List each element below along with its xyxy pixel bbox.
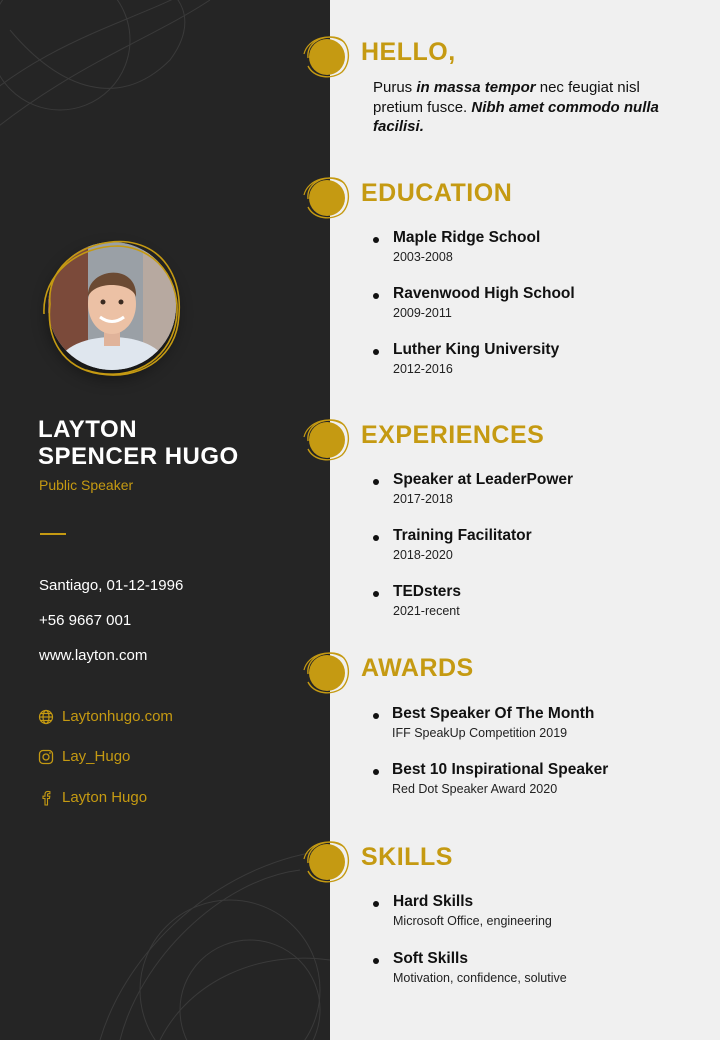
section-marker-icon [300, 837, 352, 885]
section-marker-icon [300, 32, 352, 80]
phone-number: +56 9667 001 [39, 612, 132, 629]
social-facebook[interactable] [38, 789, 147, 806]
section-marker-icon [300, 648, 352, 696]
section-awards [300, 648, 710, 696]
name-line-1: LAYTON [38, 416, 138, 443]
instagram-icon [38, 749, 54, 765]
section-education [300, 173, 710, 221]
profile-photo [38, 234, 186, 382]
social-website-label: Laytonhugo.com [62, 708, 173, 725]
full-name [38, 416, 318, 470]
divider [40, 533, 66, 535]
social-website[interactable] [38, 708, 173, 725]
section-marker-icon [300, 415, 352, 463]
globe-icon [38, 709, 54, 725]
intro-text: Purus in massa tempor nec feugiat nisl pretium fusce. Nibh amet commodo nulla facilisi. [373, 79, 659, 135]
social-instagram[interactable] [38, 748, 130, 765]
website-url[interactable]: www.layton.com [39, 647, 148, 664]
decorative-scribbles [0, 0, 330, 1040]
section-hello [300, 32, 710, 80]
social-facebook-label: Layton Hugo [62, 789, 148, 806]
section-title: HELLO, [361, 38, 456, 66]
section-title: SKILLS [361, 843, 453, 871]
sidebar [0, 0, 330, 1040]
section-title: EXPERIENCES [361, 421, 545, 449]
job-title: Public Speaker [39, 477, 134, 493]
section-title: AWARDS [361, 654, 474, 682]
facebook-icon [38, 790, 54, 806]
section-experiences [300, 415, 710, 463]
section-skills [300, 837, 710, 885]
social-instagram-label: Lay_Hugo [62, 748, 131, 765]
birth-info: Santiago, 01-12-1996 [39, 577, 184, 594]
section-title: EDUCATION [361, 179, 513, 207]
name-line-2: SPENCER HUGO [38, 443, 239, 470]
section-marker-icon [300, 173, 352, 221]
